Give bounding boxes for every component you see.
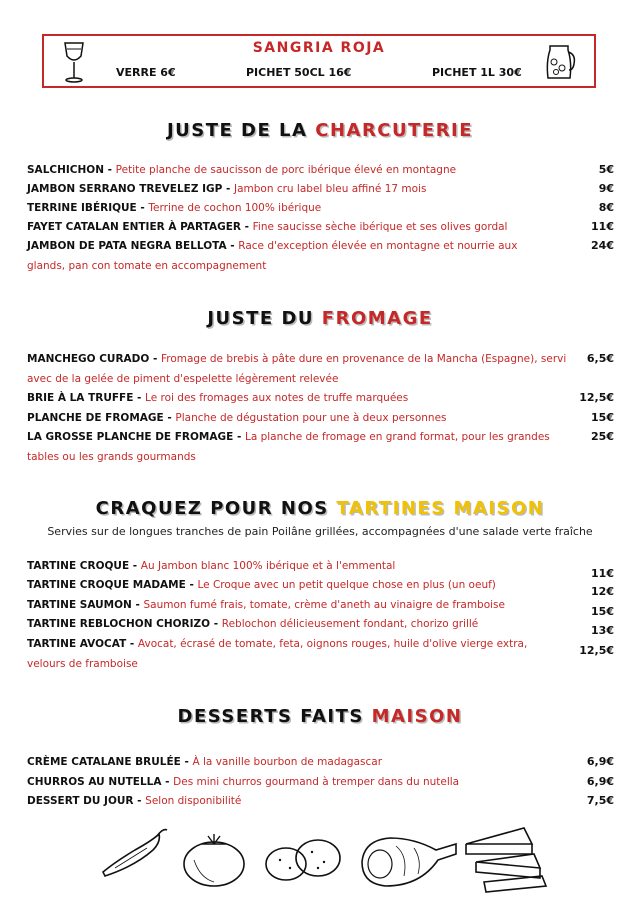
item-price: 5€ <box>598 163 614 176</box>
item-price: 15€ <box>591 605 614 618</box>
item-price: 25€ <box>591 430 614 443</box>
menu-item: BRIE À LA TRUFFE - Le roi des fromages aux notes de truffe marquées <box>27 392 409 404</box>
item-price: 12,5€ <box>579 391 614 404</box>
menu-item: TERRINE IBÉRIQUE - Terrine de cochon 100% ibérique <box>27 202 322 214</box>
menu-item: PLANCHE DE FROMAGE - Planche de dégustation pour une à deux personnes <box>27 412 447 424</box>
item-price: 11€ <box>591 220 614 233</box>
item-price: 13€ <box>591 624 614 637</box>
item-price: 11€ <box>591 567 614 580</box>
menu-item: LA GROSSE PLANCHE DE FROMAGE - La planche de fromage en grand format, pour les grandes tables ou les grands gourmands <box>27 431 550 463</box>
menu-item: DESSERT DU JOUR - Selon disponibilité <box>27 795 242 807</box>
item-price: 12,5€ <box>579 644 614 657</box>
item-price: 6,5€ <box>586 352 614 365</box>
section-title-desserts: DESSERTS FAITS MAISON <box>177 706 463 727</box>
sangria-title: SANGRIA ROJA <box>252 40 386 56</box>
cheese-wedges-icon <box>462 824 548 894</box>
menu-item: FAYET CATALAN ENTIER À PARTAGER - Fine saucisse sèche ibérique et ses olives gordal <box>27 221 508 233</box>
section-subtitle: Servies sur de longues tranches de pain Poilâne grillées, accompagnées d'une salade verte fraîche <box>47 525 593 538</box>
item-price: 6,9€ <box>586 755 614 768</box>
chili-pepper-icon <box>95 822 170 882</box>
sangria-box <box>42 34 596 88</box>
pitcher-icon <box>542 40 578 84</box>
menu-item: TARTINE SAUMON - Saumon fumé frais, tomate, crème d'aneth au vinaigre de framboise <box>27 599 505 611</box>
ham-leg-icon <box>356 826 460 892</box>
item-price: 7,5€ <box>586 794 614 807</box>
menu-item: JAMBON DE PATA NEGRA BELLOTA - Race d'exception élevée en montagne et nourrie aux glands, pan con tomate en accompagnement <box>27 240 518 272</box>
menu-item: SALCHICHON - Petite planche de saucisson de porc ibérique élevé en montagne <box>27 164 457 176</box>
item-price: 9€ <box>598 182 614 195</box>
tomato-icon <box>180 830 248 890</box>
item-price: 8€ <box>598 201 614 214</box>
section-title-charcuterie: JUSTE DE LA CHARCUTERIE <box>166 120 474 141</box>
item-price: 24€ <box>591 239 614 252</box>
section-title-fromage: JUSTE DU FROMAGE <box>207 308 433 329</box>
item-price: 12€ <box>591 585 614 598</box>
section-title-tartines: CRAQUEZ POUR NOS TARTINES MAISON <box>95 498 545 519</box>
menu-item: MANCHEGO CURADO - Fromage de brebis à pâte dure en provenance de la Mancha (Espagne), servi avec de la gelée de piment d'espelette légèrement relevée <box>27 353 567 385</box>
menu-item: TARTINE REBLOCHON CHORIZO - Reblochon délicieusement fondant, chorizo grillé <box>27 618 479 630</box>
menu-item: TARTINE CROQUE MADAME - Le Croque avec un petit quelque chose en plus (un oeuf) <box>27 579 496 591</box>
sangria-pichet-50: PICHET 50CL 16€ <box>246 66 352 79</box>
menu-item: TARTINE CROQUE - Au Jambon blanc 100% ibérique et à l'emmental <box>27 560 396 572</box>
menu-item: TARTINE AVOCAT - Avocat, écrasé de tomate, feta, oignons rouges, huile d'olive vierge extra, velours de framboise <box>27 638 528 670</box>
sangria-pichet-1l: PICHET 1L 30€ <box>432 66 522 79</box>
item-price: 15€ <box>591 411 614 424</box>
sangria-verre: VERRE 6€ <box>116 66 176 79</box>
menu-item: CRÈME CATALANE BRULÉE - À la vanille bourbon de madagascar <box>27 756 383 768</box>
menu-item: JAMBON SERRANO TREVELEZ IGP - Jambon cru label bleu affiné 17 mois <box>27 183 427 195</box>
menu-item: CHURROS AU NUTELLA - Des mini churros gourmand à tremper dans du nutella <box>27 776 460 788</box>
item-price: 6,9€ <box>586 775 614 788</box>
potatoes-icon <box>262 832 344 888</box>
